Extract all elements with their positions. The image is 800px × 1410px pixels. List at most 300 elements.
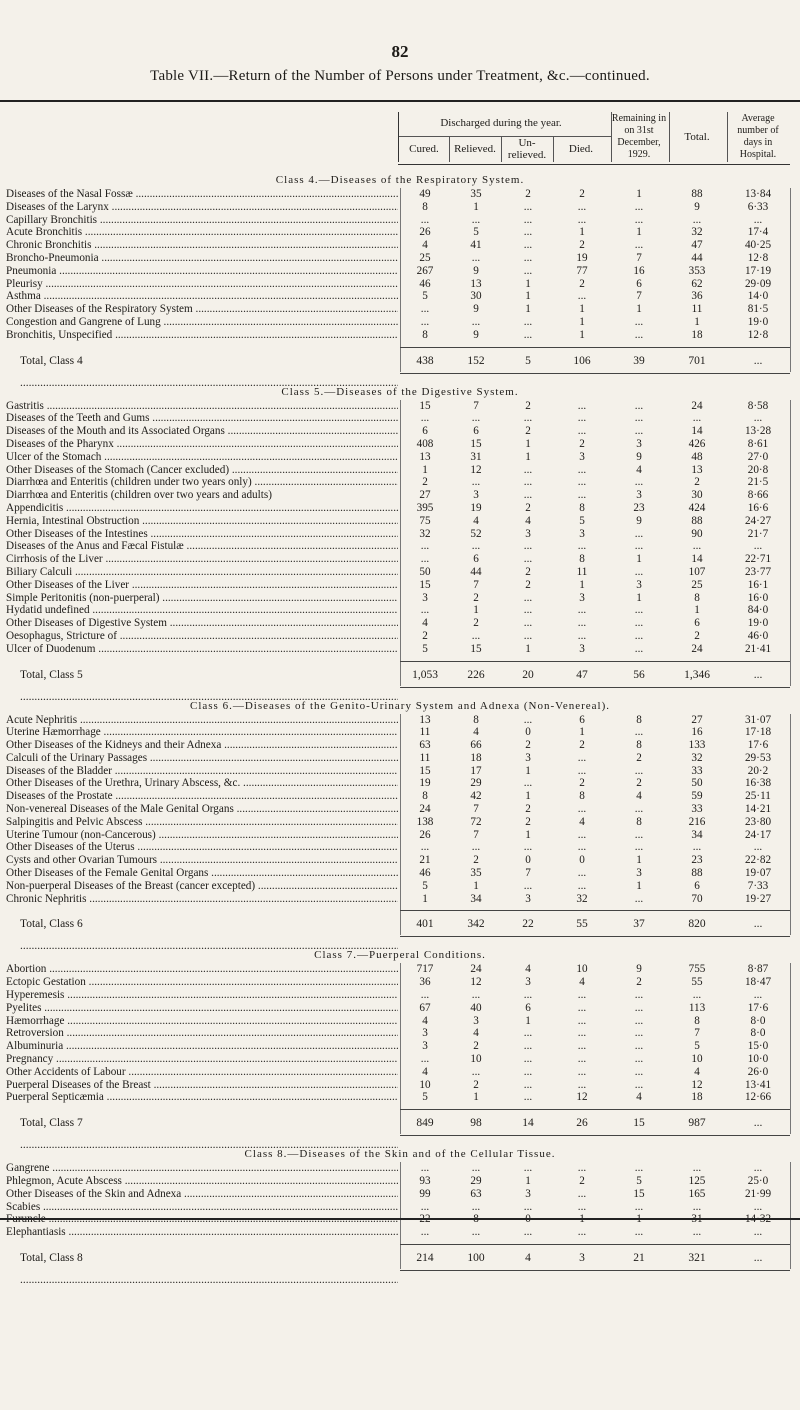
row-value: 17·6 xyxy=(747,1001,769,1014)
row-value: 4 xyxy=(473,514,479,527)
row-value: 7 xyxy=(473,399,479,412)
row-value: ... xyxy=(523,226,533,239)
table-row xyxy=(0,239,800,252)
table-row xyxy=(0,816,800,829)
row-label: Other Accidents of Labour ..... xyxy=(6,1066,398,1079)
row-value: 16·38 xyxy=(744,777,772,790)
total-value: 1,346 xyxy=(684,668,710,681)
row-value: ... xyxy=(753,540,763,553)
row-value: ... xyxy=(577,1226,587,1239)
row-value: ... xyxy=(523,1226,533,1239)
row-value: ... xyxy=(577,1001,587,1014)
row-value: 1 xyxy=(525,290,531,303)
row-value: ... xyxy=(523,251,533,264)
row-value: 10 xyxy=(691,1053,703,1066)
row-value: 13 xyxy=(691,463,703,476)
row-value: 13·84 xyxy=(744,188,772,200)
row-value: 23·80 xyxy=(744,815,772,828)
row-value: 1 xyxy=(473,1091,479,1104)
row-value: 4 xyxy=(422,1065,428,1078)
row-value: 13·41 xyxy=(744,1078,772,1091)
row-value: 2 xyxy=(579,1175,585,1188)
table-row xyxy=(0,1091,800,1104)
table-row xyxy=(0,1066,800,1079)
row-value: 4 xyxy=(422,1014,428,1027)
table-body xyxy=(0,174,800,1269)
row-value: ... xyxy=(523,540,533,553)
row-value: ... xyxy=(420,1200,430,1213)
row-value: 24 xyxy=(691,642,703,655)
row-value: ... xyxy=(634,841,644,854)
table-row xyxy=(0,1027,800,1040)
row-label: Acute Nephritis ..... xyxy=(6,714,398,727)
row-value: 36 xyxy=(691,290,703,303)
row-value: ... xyxy=(471,213,481,226)
row-value: 3 xyxy=(473,1014,479,1027)
row-value: 2 xyxy=(525,739,531,752)
row-value: 1 xyxy=(422,892,428,905)
row-value: ... xyxy=(420,989,430,1002)
row-value: ... xyxy=(420,213,430,226)
row-value: 8 xyxy=(473,1213,479,1226)
row-value: 4 xyxy=(579,976,585,989)
row-value: 1 xyxy=(525,303,531,316)
row-value: ... xyxy=(634,425,644,438)
row-value: 18 xyxy=(691,1091,703,1104)
row-value: 7 xyxy=(473,803,479,816)
row-value: 12 xyxy=(470,976,482,989)
row-label: Gangrene ..... xyxy=(6,1162,398,1175)
row-value: ... xyxy=(420,1162,430,1175)
row-value: 107 xyxy=(688,565,706,578)
row-value: 3 xyxy=(422,1040,428,1053)
row-value: ... xyxy=(577,463,587,476)
total-value: 21 xyxy=(633,1252,645,1264)
row-value: 70 xyxy=(691,892,703,905)
row-value: ... xyxy=(577,213,587,226)
row-label: Ulcer of Duodenum ..... xyxy=(6,643,398,656)
row-value: 9 xyxy=(636,514,642,527)
row-value: 46 xyxy=(419,277,431,290)
row-value: ... xyxy=(523,1162,533,1175)
row-value: ... xyxy=(523,264,533,277)
row-value: ... xyxy=(523,1091,533,1104)
row-value: 88 xyxy=(691,514,703,527)
total-row xyxy=(0,350,800,372)
row-value: 6 xyxy=(525,1001,531,1014)
table-row xyxy=(0,1201,800,1214)
header-unrelieved: Un-relieved. xyxy=(507,137,547,161)
row-value: ... xyxy=(634,527,644,540)
row-label: Cysts and other Ovarian Tumours ..... xyxy=(6,854,398,867)
total-row xyxy=(0,1247,800,1269)
row-value: 41 xyxy=(470,239,482,252)
row-value: 8 xyxy=(422,328,428,341)
table-row xyxy=(0,329,800,342)
row-value: 33 xyxy=(691,764,703,777)
row-value: ... xyxy=(692,1200,702,1213)
row-value: ... xyxy=(634,1078,644,1091)
table-row xyxy=(0,1053,800,1066)
row-value: 1 xyxy=(525,790,531,803)
row-value: 4 xyxy=(694,1065,700,1078)
table-row xyxy=(0,464,800,477)
row-value: ... xyxy=(692,989,702,1002)
total-value: 20 xyxy=(522,668,534,681)
header-relieved: Relieved. xyxy=(454,143,496,155)
row-value: 1 xyxy=(473,604,479,617)
row-value: 15 xyxy=(470,437,482,450)
row-value: 44 xyxy=(470,565,482,578)
row-value: 29 xyxy=(470,777,482,790)
row-value: 6 xyxy=(473,553,479,566)
row-value: 30 xyxy=(691,489,703,502)
row-value: ... xyxy=(634,1200,644,1213)
table-row xyxy=(0,489,800,502)
row-value: 22 xyxy=(419,1213,431,1226)
row-value: 3 xyxy=(525,976,531,989)
row-value: 2 xyxy=(694,476,700,489)
row-value: ... xyxy=(692,1162,702,1175)
total-value: 438 xyxy=(416,354,434,367)
row-label: Ectopic Gestation ..... xyxy=(6,976,398,989)
table-row xyxy=(0,1040,800,1053)
row-value: 3 xyxy=(422,1027,428,1040)
row-value: 19·0 xyxy=(747,617,769,630)
row-label: Calculi of the Urinary Passages ..... xyxy=(6,752,398,765)
row-label: Other Diseases of the Skin and Adnexa ..... xyxy=(6,1188,398,1201)
row-value: 2 xyxy=(473,591,479,604)
row-value: 1 xyxy=(636,591,642,604)
table-row xyxy=(0,777,800,790)
row-value: 216 xyxy=(688,815,706,828)
row-label: Pleurisy ..... xyxy=(6,278,398,291)
row-value: 15 xyxy=(470,642,482,655)
row-label: Hæmorrhage ..... xyxy=(6,1015,398,1028)
row-value: ... xyxy=(577,290,587,303)
row-value: ... xyxy=(523,1078,533,1091)
row-value: 26·0 xyxy=(747,1065,769,1078)
table-row xyxy=(0,1175,800,1188)
row-label: Diarrhœa and Enteritis (children under two years only) ..... xyxy=(6,476,398,489)
row-value: 16 xyxy=(691,726,703,739)
header-died: Died. xyxy=(568,143,594,155)
row-value: 11 xyxy=(419,751,431,764)
row-value: 19·0 xyxy=(747,315,769,328)
row-value: 30 xyxy=(470,290,482,303)
row-value: 20·8 xyxy=(747,463,769,476)
row-value: 6 xyxy=(636,277,642,290)
row-value: ... xyxy=(634,726,644,739)
row-value: 19 xyxy=(576,251,588,264)
row-value: 72 xyxy=(470,815,482,828)
row-value: ... xyxy=(523,713,533,726)
row-label: Pregnancy ..... xyxy=(6,1053,398,1066)
row-value: 44 xyxy=(691,251,703,264)
row-value: ... xyxy=(634,239,644,252)
row-label: Retroversion ..... xyxy=(6,1027,398,1040)
row-value: 11 xyxy=(576,565,588,578)
row-value: 3 xyxy=(525,892,531,905)
row-value: 3 xyxy=(473,489,479,502)
row-value: 4 xyxy=(636,790,642,803)
section-class-5 xyxy=(0,386,800,686)
row-value: 19·07 xyxy=(744,867,772,880)
row-value: 2 xyxy=(579,777,585,790)
total-value: 22 xyxy=(522,918,534,931)
row-value: 2 xyxy=(694,629,700,642)
total-value: 152 xyxy=(467,354,485,367)
row-value: 16·6 xyxy=(747,501,769,514)
row-value: 1 xyxy=(525,1175,531,1188)
row-value: 13 xyxy=(470,277,482,290)
table-row xyxy=(0,188,800,201)
row-value: 1 xyxy=(525,450,531,463)
row-value: ... xyxy=(577,1040,587,1053)
row-value: 5 xyxy=(422,290,428,303)
row-value: ... xyxy=(577,399,587,412)
row-value: 11 xyxy=(419,726,431,739)
total-row xyxy=(0,913,800,935)
row-value: 7 xyxy=(525,867,531,880)
section-title: Class 7.—Puerperal Conditions. xyxy=(314,949,486,962)
row-value: 7 xyxy=(694,1027,700,1040)
row-value: ... xyxy=(523,989,533,1002)
total-value: 401 xyxy=(416,918,434,931)
table-row xyxy=(0,604,800,617)
total-value: 1,053 xyxy=(412,668,438,681)
row-value: 5 xyxy=(422,642,428,655)
row-label: Diarrhœa and Enteritis (children over two years and adults) xyxy=(6,489,272,502)
row-value: 165 xyxy=(688,1187,706,1200)
row-value: ... xyxy=(577,803,587,816)
row-value: 99 xyxy=(419,1187,431,1200)
row-label: Hyperemesis ..... xyxy=(6,989,398,1002)
row-value: 2 xyxy=(473,617,479,630)
row-value: 4 xyxy=(525,514,531,527)
row-label: Simple Peritonitis (non-puerperal) ..... xyxy=(6,592,398,605)
table-row xyxy=(0,579,800,592)
row-label: Uterine Hæmorrhage ..... xyxy=(6,726,398,739)
row-value: 2 xyxy=(525,399,531,412)
row-value: 1 xyxy=(525,764,531,777)
total-value: 3 xyxy=(579,1252,585,1264)
row-value: 25·0 xyxy=(747,1175,769,1188)
row-label: Other Diseases of the Urethra, Urinary Abscess, &c. ..... xyxy=(6,777,398,790)
row-value: 3 xyxy=(525,527,531,540)
row-value: 1 xyxy=(636,553,642,566)
row-value: ... xyxy=(420,604,430,617)
row-value: 8·87 xyxy=(747,963,769,976)
row-value: 14·21 xyxy=(744,803,772,816)
row-label: Other Diseases of the Intestines ..... xyxy=(6,528,398,541)
row-label: Gastritis ..... xyxy=(6,400,398,413)
row-value: 1 xyxy=(579,303,585,316)
table-row xyxy=(0,893,800,906)
row-value: 3 xyxy=(579,450,585,463)
row-value: ... xyxy=(634,1001,644,1014)
row-value: 8·0 xyxy=(750,1014,766,1027)
total-value: 4 xyxy=(525,1252,531,1264)
row-label: Scabies ..... xyxy=(6,1201,398,1214)
row-value: 8 xyxy=(579,501,585,514)
row-value: 7 xyxy=(473,828,479,841)
table-row xyxy=(0,425,800,438)
row-value: 1 xyxy=(579,578,585,591)
row-value: 2 xyxy=(525,803,531,816)
row-value: 14·0 xyxy=(747,290,769,303)
row-value: 2 xyxy=(473,1040,479,1053)
row-value: 8·66 xyxy=(747,489,769,502)
row-value: 2 xyxy=(579,188,585,200)
row-label: Cirrhosis of the Liver ..... xyxy=(6,553,398,566)
total-value: 37 xyxy=(633,918,645,931)
table-row xyxy=(0,726,800,739)
row-value: 90 xyxy=(691,527,703,540)
row-value: ... xyxy=(753,841,763,854)
section-title: Class 5.—Diseases of the Digestive System. xyxy=(281,385,519,398)
table-row xyxy=(0,803,800,816)
row-value: 1 xyxy=(525,642,531,655)
row-label: Diseases of the Larynx ..... xyxy=(6,201,398,214)
row-value: 1 xyxy=(579,328,585,341)
row-value: 24 xyxy=(419,803,431,816)
row-value: 32 xyxy=(691,751,703,764)
row-value: ... xyxy=(420,553,430,566)
row-value: ... xyxy=(634,1014,644,1027)
row-value: 755 xyxy=(688,963,706,976)
row-value: 0 xyxy=(579,854,585,867)
row-value: ... xyxy=(471,412,481,425)
row-value: ... xyxy=(634,803,644,816)
row-value: 24 xyxy=(691,399,703,412)
row-value: 1 xyxy=(525,437,531,450)
row-value: 2 xyxy=(473,1078,479,1091)
row-value: ... xyxy=(577,1027,587,1040)
total-value: 106 xyxy=(573,354,591,367)
row-value: 2 xyxy=(579,277,585,290)
row-value: ... xyxy=(577,604,587,617)
row-label: Pneumonia ..... xyxy=(6,265,398,278)
row-value: ... xyxy=(420,412,430,425)
row-label: Asthma ..... xyxy=(6,290,398,303)
row-value: ... xyxy=(471,1065,481,1078)
row-value: 1 xyxy=(473,200,479,213)
total-value: 849 xyxy=(416,1117,434,1130)
row-value: 267 xyxy=(416,264,434,277)
row-value: 1 xyxy=(525,277,531,290)
row-value: ... xyxy=(577,540,587,553)
row-value: ... xyxy=(523,200,533,213)
row-label: Other Diseases of the Female Genital Organs ..... xyxy=(6,867,398,880)
row-value: ... xyxy=(523,315,533,328)
row-value: ... xyxy=(634,892,644,905)
row-value: 138 xyxy=(416,815,434,828)
table-row xyxy=(0,867,800,880)
row-value: ... xyxy=(634,476,644,489)
row-value: 52 xyxy=(470,527,482,540)
row-value: 16 xyxy=(633,264,645,277)
row-value: 1 xyxy=(636,303,642,316)
row-value: ... xyxy=(523,879,533,892)
row-value: 5 xyxy=(694,1040,700,1053)
row-label: Phlegmon, Acute Abscess ..... xyxy=(6,1175,398,1188)
row-label: Furuncle ..... xyxy=(6,1213,398,1226)
row-value: 4 xyxy=(636,1091,642,1104)
row-value: ... xyxy=(634,1065,644,1078)
row-value: 13 xyxy=(419,450,431,463)
row-value: 4 xyxy=(422,239,428,252)
row-value: ... xyxy=(577,764,587,777)
row-value: ... xyxy=(577,1162,587,1175)
row-label: Diseases of the Teeth and Gums ..... xyxy=(6,412,398,425)
row-value: 31 xyxy=(691,1213,703,1226)
row-value: 62 xyxy=(691,277,703,290)
table-row xyxy=(0,553,800,566)
row-value: 10 xyxy=(419,1078,431,1091)
row-value: 46 xyxy=(419,867,431,880)
row-value: 13·28 xyxy=(744,425,772,438)
table-row xyxy=(0,790,800,803)
row-value: 67 xyxy=(419,1001,431,1014)
row-value: 18·47 xyxy=(744,976,772,989)
row-value: 2 xyxy=(525,578,531,591)
table-row xyxy=(0,226,800,239)
row-value: 9 xyxy=(473,264,479,277)
row-value: 34 xyxy=(470,892,482,905)
row-value: 27 xyxy=(691,713,703,726)
table-row xyxy=(0,714,800,727)
total-value: 342 xyxy=(467,918,485,931)
row-value: ... xyxy=(634,989,644,1002)
table-row xyxy=(0,1188,800,1201)
row-value: ... xyxy=(753,1162,763,1175)
row-value: ... xyxy=(471,540,481,553)
row-label: Non-venereal Diseases of the Male Genital Organs ..... xyxy=(6,803,398,816)
row-value: 11 xyxy=(691,303,703,316)
row-value: 10·0 xyxy=(747,1053,769,1066)
row-value: ... xyxy=(523,617,533,630)
row-value: ... xyxy=(420,841,430,854)
row-value: ... xyxy=(634,200,644,213)
table-row xyxy=(0,540,800,553)
row-value: 6 xyxy=(422,425,428,438)
row-value: 24 xyxy=(470,963,482,976)
table-row xyxy=(0,502,800,515)
row-value: 77 xyxy=(576,264,588,277)
row-label: Other Diseases of the Kidneys and their Adnexa ..... xyxy=(6,739,398,752)
row-value: 8 xyxy=(422,200,428,213)
row-value: 424 xyxy=(688,501,706,514)
table-row xyxy=(0,214,800,227)
row-value: 17·18 xyxy=(744,726,772,739)
row-value: ... xyxy=(692,1226,702,1239)
row-value: 408 xyxy=(416,437,434,450)
row-value: 1 xyxy=(694,604,700,617)
row-value: 15 xyxy=(419,399,431,412)
row-value: ... xyxy=(577,1200,587,1213)
row-value: 4 xyxy=(473,1027,479,1040)
row-value: 40 xyxy=(470,1001,482,1014)
section-class-8 xyxy=(0,1148,800,1269)
row-label: Abortion ..... xyxy=(6,963,398,976)
total-value: ... xyxy=(753,1117,763,1130)
row-value: 16·1 xyxy=(747,578,769,591)
row-label: Acute Bronchitis ..... xyxy=(6,226,398,239)
row-value: 42 xyxy=(470,790,482,803)
row-value: 12·8 xyxy=(747,328,769,341)
row-value: 21 xyxy=(419,854,431,867)
